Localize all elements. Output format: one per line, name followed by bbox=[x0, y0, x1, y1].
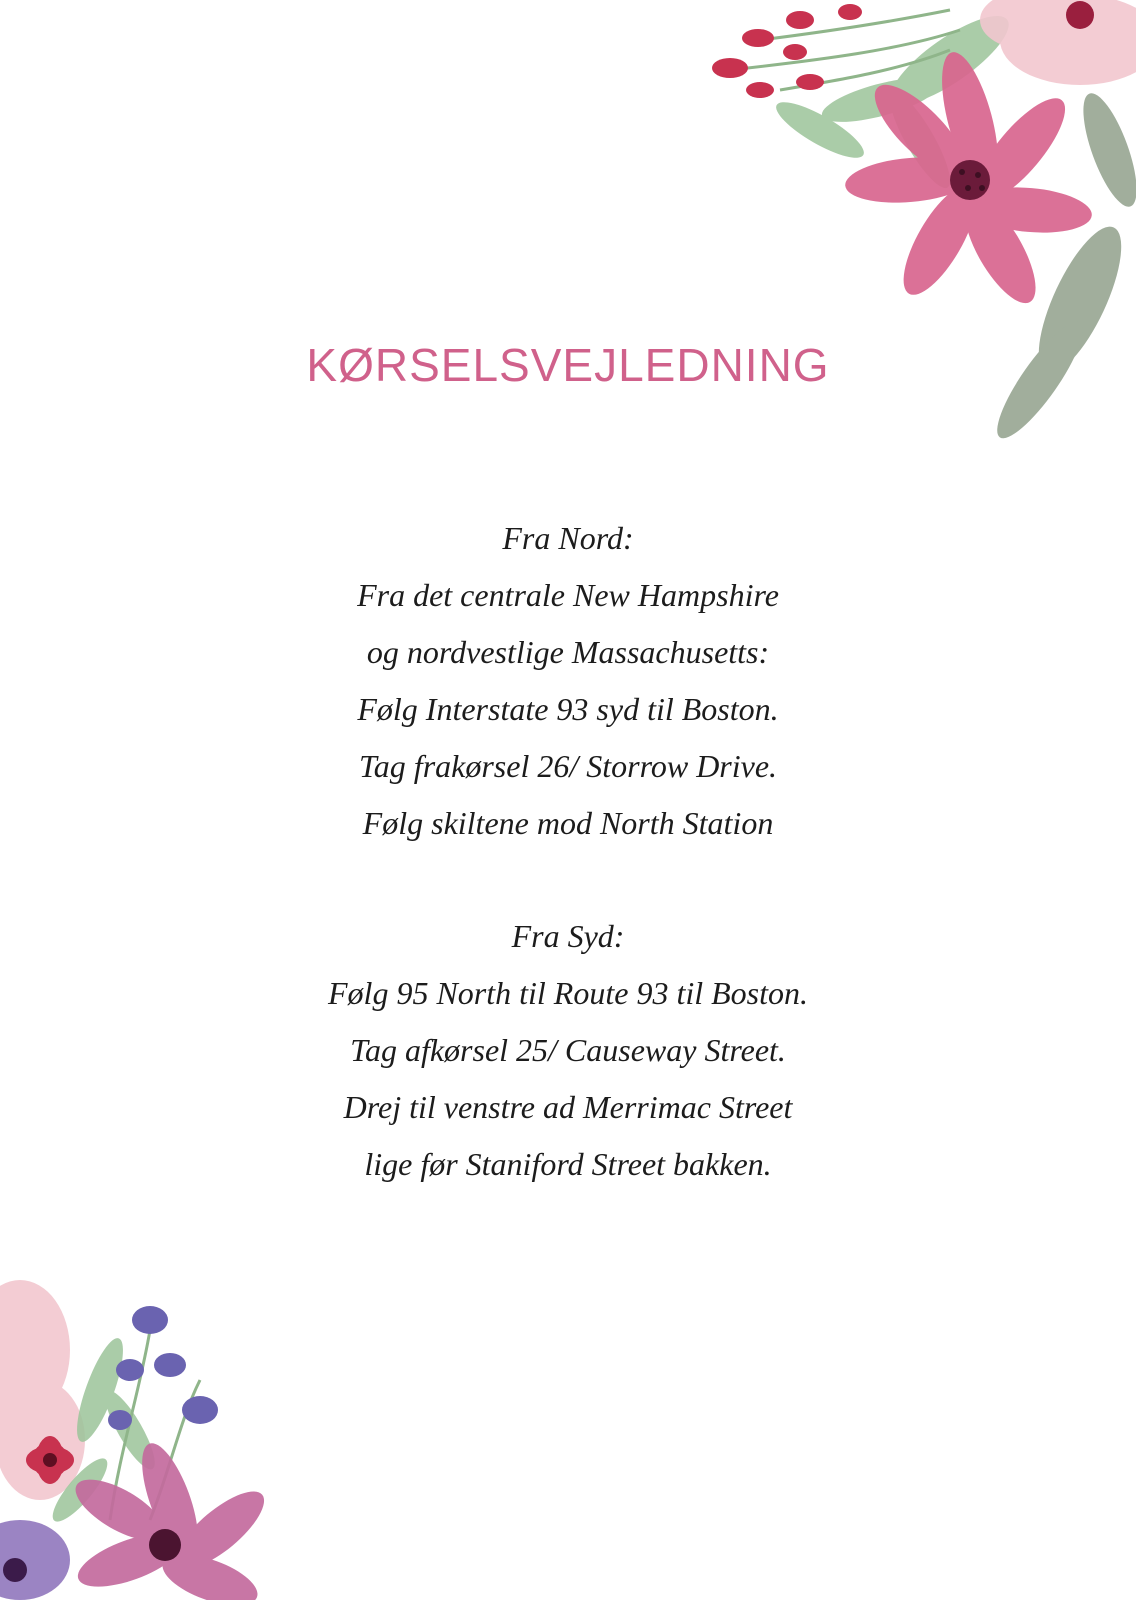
direction-line: Tag afkørsel 25/ Causeway Street. bbox=[350, 1032, 786, 1068]
directions-section-south bbox=[0, 908, 1136, 1193]
direction-line: Tag frakørsel 26/ Storrow Drive. bbox=[358, 748, 778, 784]
direction-line: Drej til venstre ad Merrimac Street bbox=[343, 1089, 793, 1125]
direction-line: Følg skiltene mod North Station bbox=[362, 805, 774, 841]
section-heading: Fra Nord: bbox=[502, 520, 634, 556]
direction-line: Følg 95 North til Route 93 til Boston. bbox=[328, 975, 808, 1011]
direction-line: og nordvestlige Massachusetts: bbox=[366, 634, 770, 670]
direction-line: Følg Interstate 93 syd til Boston. bbox=[357, 691, 779, 727]
section-heading: Fra Syd: bbox=[511, 918, 625, 954]
floral-decoration-bottom-left bbox=[0, 1270, 300, 1600]
direction-line: Fra det centrale New Hampshire bbox=[357, 577, 779, 613]
page-title: KØRSELSVEJLEDNING bbox=[306, 339, 830, 391]
directions-block bbox=[0, 510, 1136, 1193]
direction-line: lige før Staniford Street bakken. bbox=[364, 1146, 772, 1182]
directions-section-north bbox=[0, 510, 1136, 852]
